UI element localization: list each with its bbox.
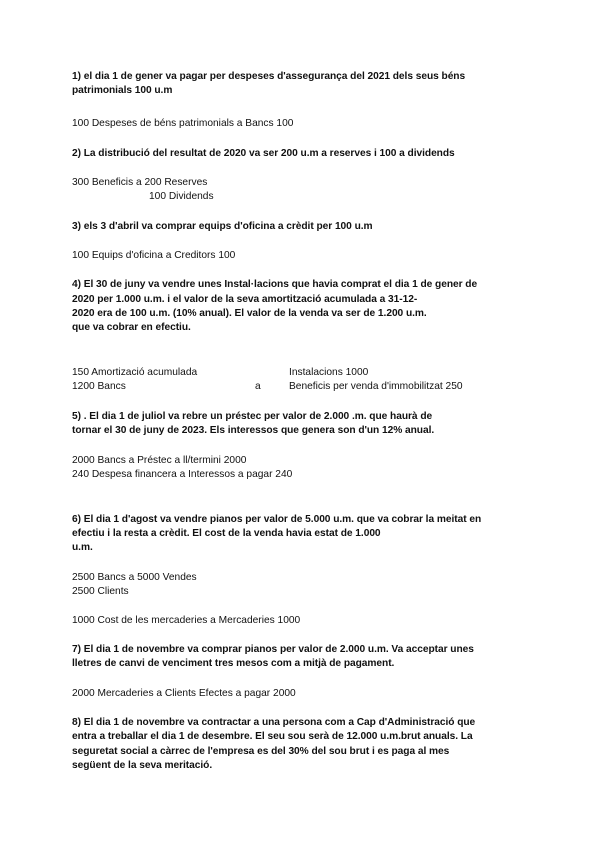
entry-5-line-1: 2000 Bancs a Préstec a ll/termini 2000 — [72, 455, 247, 466]
question-6-line-2: efectiu i la resta a crèdit. El cost de la venda havia estat de 1.000 — [72, 528, 381, 539]
entry-4-credit-1: Instalacions 1000 — [289, 367, 369, 378]
question-7-line-2: lletres de canvi de venciment tres mesos com a mitjà de pagament. — [72, 658, 395, 669]
question-8-line-1: 8) El dia 1 de novembre va contractar a una persona com a Cap d'Administració que — [72, 717, 476, 728]
question-5-line-1: 5) . El dia 1 de juliol va rebre un préstec per valor de 2.000 .m. que haurà de — [72, 411, 433, 422]
question-7-line-1: 7) El dia 1 de novembre va comprar pianos per valor de 2.000 u.m. Va acceptar unes — [72, 644, 474, 655]
question-6-line-3: u.m. — [72, 542, 93, 553]
entry-3: 100 Equips d'oficina a Creditors 100 — [72, 250, 236, 261]
question-4-line-1: 4) El 30 de juny va vendre unes Instal·lacions que havia comprat el dia 1 de gener de — [72, 279, 478, 290]
entry-5-line-2: 240 Despesa financera a Interessos a pagar 240 — [72, 469, 293, 480]
entry-6-line-1: 2500 Bancs a 5000 Vendes — [72, 572, 197, 583]
entry-4-credit-2: Beneficis per venda d'immobilitzat 250 — [289, 381, 463, 392]
question-8-line-3: seguretat social a càrrec de l'empresa es del 30% del sou brut i es paga al mes — [72, 746, 450, 757]
question-4-line-2: 2020 per 1.000 u.m. i el valor de la seva amortització acumulada a 31-12- — [72, 294, 418, 305]
entry-4-debit-2: 1200 Bancs — [72, 381, 126, 392]
question-1-line-1: 1) el dia 1 de gener va pagar per despeses d'assegurança del 2021 dels seus béns — [72, 71, 466, 82]
question-6-line-1: 6) El dia 1 d'agost va vendre pianos per valor de 5.000 u.m. que va cobrar la meitat en — [72, 514, 482, 525]
entry-2-line-1: 300 Beneficis a 200 Reserves — [72, 177, 208, 188]
entry-6-line-2: 2500 Clients — [72, 586, 129, 597]
question-3-line-1: 3) els 3 d'abril va comprar equips d'oficina a crèdit per 100 u.m — [72, 221, 373, 232]
question-1-line-2: patrimonials 100 u.m — [72, 85, 173, 96]
entry-1: 100 Despeses de béns patrimonials a Bancs 100 — [72, 118, 294, 129]
entry-4-debit-1: 150 Amortizació acumulada — [72, 367, 198, 378]
entry-4-separator: a — [255, 381, 261, 392]
question-8-line-4: següent de la seva meritació. — [72, 760, 213, 771]
question-2-line-1: 2) La distribució del resultat de 2020 va ser 200 u.m a reserves i 100 a dividends — [72, 148, 455, 159]
entry-6-line-3: 1000 Cost de les mercaderies a Mercaderies 1000 — [72, 615, 301, 626]
question-4-line-4: que va cobrar en efectiu. — [72, 322, 191, 333]
question-5-line-2: tornar el 30 de juny de 2023. Els interessos que genera son d'un 12% anual. — [72, 425, 435, 436]
entry-2-line-2: 100 Dividends — [149, 191, 214, 202]
question-4-line-3: 2020 era de 100 u.m. (10% anual). El valor de la venda va ser de 1.200 u.m. — [72, 308, 427, 319]
question-8-line-2: entra a treballar el dia 1 de desembre. El seu sou serà de 12.000 u.m.brut anuals. La — [72, 731, 473, 742]
entry-7: 2000 Mercaderies a Clients Efectes a pagar 2000 — [72, 688, 296, 699]
